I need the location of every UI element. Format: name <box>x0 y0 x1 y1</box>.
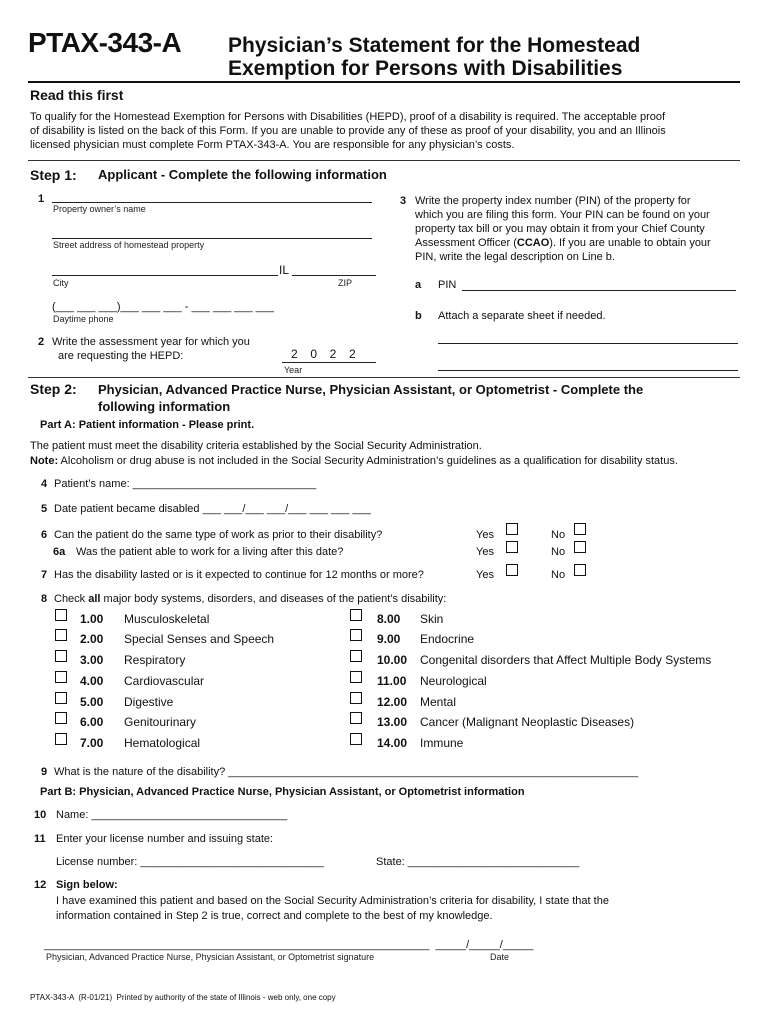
q2-line1: Write the assessment year for which you <box>52 336 250 348</box>
form-id: PTAX-343-A <box>28 27 182 58</box>
item-11-number: 11 <box>34 833 46 845</box>
signature-date-line[interactable]: _______________________________________________________________ _____/_____/_____ <box>44 939 534 951</box>
system-5-code: 5.00 <box>80 695 104 709</box>
signature-caption: Physician, Advanced Practice Nurse, Physician Assistant, or Optometrist signature <box>46 952 375 962</box>
system-10-code: 10.00 <box>377 653 408 667</box>
intro-line1: To qualify for the Homestead Exemption for Persons with Disabilities (HEPD), proof of a disability is required. The acceptable proof <box>30 111 666 123</box>
line-a-label: a <box>415 279 422 291</box>
issuing-state-field[interactable]: State: ____________________________ <box>376 856 580 868</box>
system-13-name: Cancer (Malignant Neoplastic Diseases) <box>420 715 635 729</box>
q6-yes-label: Yes <box>476 529 494 541</box>
item-7-number: 7 <box>41 569 48 581</box>
q7-no-label: No <box>551 569 566 581</box>
owner-name-caption: Property owner’s name <box>53 204 146 214</box>
q6-no-checkbox[interactable] <box>574 523 586 535</box>
line-b-label: b <box>415 310 422 322</box>
disabled-date-field[interactable]: Date patient became disabled ___ ___/___ ___/___ ___ ___ ___ <box>54 503 371 515</box>
physician-name-field[interactable]: Name: ________________________________ <box>56 809 288 821</box>
q6-yes-checkbox[interactable] <box>506 523 518 535</box>
footer-text: PTAX-343-A (R-01/21) Printed by authority of the state of Illinois - web only, one copy <box>30 993 336 1002</box>
system-13-code: 13.00 <box>377 715 408 729</box>
system-5-name: Digestive <box>124 695 174 709</box>
q3-line5: PIN, write the legal description on Line b. <box>415 251 615 263</box>
system-9-name: Endocrine <box>420 632 475 646</box>
city-field[interactable] <box>52 275 278 276</box>
system-1-checkbox[interactable] <box>55 609 67 621</box>
system-13-checkbox[interactable] <box>350 712 362 724</box>
pin-label: PIN <box>438 279 457 291</box>
city-caption: City <box>53 278 69 288</box>
note-label: Note: <box>30 455 59 467</box>
q7-text: Has the disability lasted or is it expected to continue for 12 months or more? <box>54 569 424 581</box>
q8-post: major body systems, disorders, and diseases of the patient’s disability: <box>100 593 447 605</box>
phone-field[interactable]: (___ ___ ___)___ ___ ___ - ___ ___ ___ ___ <box>52 301 275 313</box>
street-address-caption: Street address of homestead property <box>53 240 205 250</box>
item-1-number: 1 <box>38 193 45 205</box>
zip-caption: ZIP <box>338 278 353 288</box>
system-5-checkbox[interactable] <box>55 692 67 704</box>
q3-line1: Write the property index number (PIN) of the property for <box>415 195 691 207</box>
q3-line4 <box>415 236 711 250</box>
year-digits[interactable]: 2 0 2 2 <box>291 347 358 361</box>
q6a-yes-checkbox[interactable] <box>506 541 518 553</box>
system-2-name: Special Senses and Speech <box>124 632 275 646</box>
criteria-text: The patient must meet the disability criteria established by the Social Security Administration. <box>30 440 482 452</box>
date-caption: Date <box>490 952 510 962</box>
step2-title-line2: following information <box>98 399 231 414</box>
step1-label: Step 1: <box>30 167 77 183</box>
system-1-name: Musculoskeletal <box>124 612 210 626</box>
system-11-checkbox[interactable] <box>350 671 362 683</box>
q3-line4a: Assessment Officer ( <box>415 237 517 249</box>
note-body: Alcoholism or drug abuse is not included in the Social Security Administration’s guidelines as a qualification for disability status. <box>58 455 678 467</box>
system-12-code: 12.00 <box>377 695 408 709</box>
system-11-name: Neurological <box>420 674 487 688</box>
q6-text: Can the patient do the same type of work as prior to their disability? <box>54 529 383 541</box>
header-rule <box>28 81 740 83</box>
license-number-field[interactable]: License number: ______________________________ <box>56 856 324 868</box>
ccao-abbrev: CCAO <box>516 237 550 249</box>
system-1-code: 1.00 <box>80 612 104 626</box>
system-12-name: Mental <box>420 695 457 709</box>
q6a-no-checkbox[interactable] <box>574 541 586 553</box>
intro-rule <box>28 160 740 161</box>
pin-field[interactable] <box>462 290 736 291</box>
item-2-number: 2 <box>38 336 45 348</box>
system-9-checkbox[interactable] <box>350 629 362 641</box>
item-6-number: 6 <box>41 529 48 541</box>
q3-line4b: ). If you are unable to obtain your <box>549 237 711 249</box>
system-12-checkbox[interactable] <box>350 692 362 704</box>
system-8-checkbox[interactable] <box>350 609 362 621</box>
patient-name-field[interactable]: Patient’s name: ______________________________ <box>54 478 317 490</box>
system-7-name: Hematological <box>124 736 201 750</box>
item-4-number: 4 <box>41 478 48 490</box>
q3-line3: property tax bill or you may obtain it from your Chief County <box>415 223 705 235</box>
step2-title-line1: Physician, Advanced Practice Nurse, Physician Assistant, or Optometrist - Complete the <box>98 382 644 397</box>
item-5-number: 5 <box>41 503 48 515</box>
system-3-code: 3.00 <box>80 653 104 667</box>
system-3-name: Respiratory <box>124 653 186 667</box>
intro-heading: Read this first <box>30 87 124 103</box>
item-12-number: 12 <box>34 879 47 891</box>
q6-no-label: No <box>551 529 566 541</box>
q7-yes-label: Yes <box>476 569 494 581</box>
q8-text <box>54 592 446 606</box>
state-il: IL <box>279 263 290 277</box>
system-8-code: 8.00 <box>377 612 401 626</box>
system-14-checkbox[interactable] <box>350 733 362 745</box>
part-b-heading: Part B: Physician, Advanced Practice Nurse, Physician Assistant, or Optometrist information <box>40 786 525 798</box>
form-title-line1: Physician’s Statement for the Homestead <box>228 34 641 57</box>
system-11-code: 11.00 <box>377 674 407 688</box>
q7-no-checkbox[interactable] <box>574 564 586 576</box>
system-10-checkbox[interactable] <box>350 650 362 662</box>
certification-line2: information contained in Step 2 is true, correct and complete to the best of my knowledge. <box>56 910 493 922</box>
step2-label: Step 2: <box>30 381 77 397</box>
item-3-number: 3 <box>400 195 407 207</box>
legal-description-line1[interactable] <box>438 343 738 344</box>
item-10-number: 10 <box>34 809 47 821</box>
zip-field[interactable] <box>292 275 376 276</box>
intro-line3: licensed physician must complete Form PTAX-343-A. You are responsible for any physician’s costs. <box>30 139 515 151</box>
q8-pre: Check <box>54 593 89 605</box>
item-9-number: 9 <box>41 766 48 778</box>
q11-text: Enter your license number and issuing state: <box>56 833 274 845</box>
system-8-name: Skin <box>420 612 444 626</box>
sign-below-label: Sign below: <box>56 879 118 891</box>
step1-title: Applicant - Complete the following information <box>98 167 387 182</box>
system-9-code: 9.00 <box>377 632 401 646</box>
system-6-checkbox[interactable] <box>55 712 67 724</box>
q2-line2: are requesting the HEPD: <box>58 350 184 362</box>
system-14-name: Immune <box>420 736 464 750</box>
system-14-code: 14.00 <box>377 736 408 750</box>
disability-nature-field[interactable]: What is the nature of the disability? ___________________________________________________________________ <box>54 766 639 778</box>
phone-caption: Daytime phone <box>53 314 114 324</box>
system-2-checkbox[interactable] <box>55 629 67 641</box>
year-caption: Year <box>284 365 303 375</box>
street-address-field[interactable] <box>52 238 372 239</box>
system-7-checkbox[interactable] <box>55 733 67 745</box>
note-text <box>30 454 678 468</box>
item-6a-number: 6a <box>53 546 66 558</box>
system-4-code: 4.00 <box>80 674 104 688</box>
certification-line1: I have examined this patient and based on the Social Security Administration’s criteria for disability, I state that the <box>56 895 609 907</box>
item-8-number: 8 <box>41 593 48 605</box>
legal-description-line2[interactable] <box>438 370 738 371</box>
owner-name-field[interactable] <box>52 202 372 203</box>
intro-line2: of disability is listed on the back of this Form. If you are unable to provide any of these as proof of your disability, you and an Illinois <box>30 125 666 137</box>
system-7-code: 7.00 <box>80 736 104 750</box>
system-6-name: Genitourinary <box>124 715 197 729</box>
q7-yes-checkbox[interactable] <box>506 564 518 576</box>
q6a-no-label: No <box>551 546 566 558</box>
part-a-heading: Part A: Patient information - Please print. <box>40 419 255 431</box>
system-3-checkbox[interactable] <box>55 650 67 662</box>
form-title-line2: Exemption for Persons with Disabilities <box>228 57 623 80</box>
system-4-checkbox[interactable] <box>55 671 67 683</box>
system-10-name: Congenital disorders that Affect Multiple Body Systems <box>420 653 712 667</box>
q6a-yes-label: Yes <box>476 546 494 558</box>
system-6-code: 6.00 <box>80 715 104 729</box>
q8-all: all <box>88 593 101 605</box>
line-b-text: Attach a separate sheet if needed. <box>438 310 606 322</box>
system-2-code: 2.00 <box>80 632 104 646</box>
q3-line2: which you are filing this form. Your PIN can be found on your <box>415 209 710 221</box>
step1-rule <box>28 377 740 378</box>
year-underline <box>282 362 376 363</box>
system-4-name: Cardiovascular <box>124 674 205 688</box>
q6a-text: Was the patient able to work for a living after this date? <box>76 546 344 558</box>
